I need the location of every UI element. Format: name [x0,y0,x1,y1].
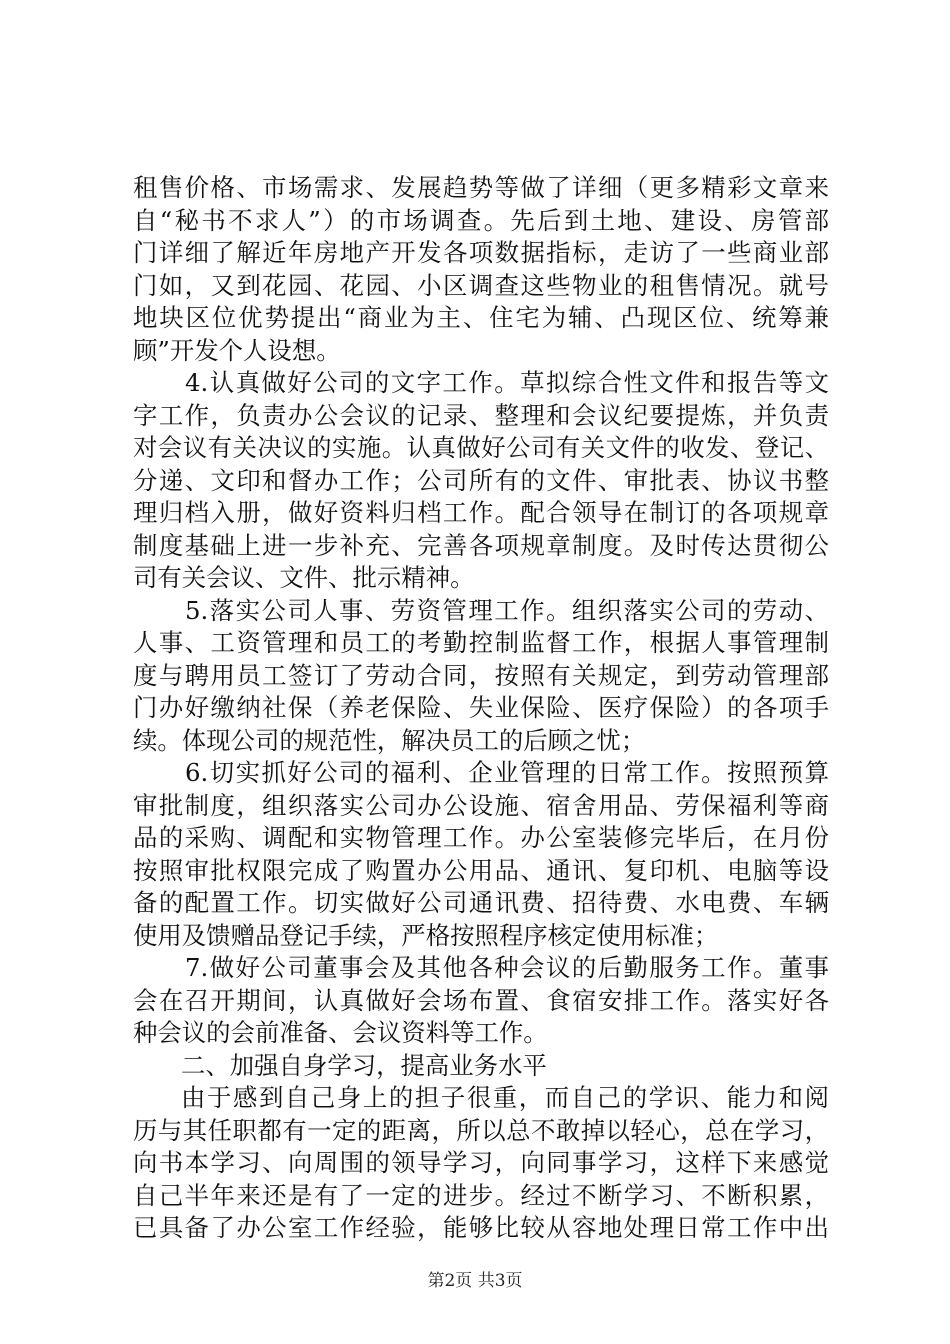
text-line: 地块区位优势提出“商业为主、住宅为辅、凸现区位、统筹兼 [133,303,829,332]
text-line: 备的配置工作。切实做好公司通讯费、招待费、水电费、车辆 [133,888,829,917]
text-line: 会在召开期间，认真做好会场布置、食宿安排工作。落实好各 [133,985,829,1015]
text-line: 制度基础上进一步补充、完善各项规章制度。及时传达贯彻公 [133,530,829,560]
text-line: 自“秘书不求人”）的市场调查。先后到土地、建设、房管部 [133,205,829,235]
text-line: 使用及馈赠品登记手续，严格按照程序核定使用标准； [133,920,719,950]
text-line: 门办好缴纳社保（养老保险、失业保险、医疗保险）的各项手 [133,693,829,722]
text-line: 司有关会议、文件、批示精神。 [133,563,475,592]
text-line: 审批制度，组织落实公司办公设施、宿舍用品、劳保福利等商 [133,790,829,820]
text-line: 门如，又到花园、花园、小区调查这些物业的租售情况。就号 [133,270,829,300]
text-line: 租售价格、市场需求、发展趋势等做了详细（更多精彩文章来 [133,173,829,202]
section-heading: 二、加强自身学习，提高业务水平 [181,1050,547,1080]
text-line: 种会议的会前准备、会议资料等工作。 [133,1018,548,1047]
text-line: 品的采购、调配和实物管理工作。办公室装修完毕后，在月份 [133,823,829,852]
text-line: 人事、工资管理和员工的考勤控制监督工作，根据人事管理制 [133,628,829,657]
paragraph-6-heading-line: 6.切实抓好公司的福利、企业管理的日常工作。按照预算 [185,758,829,787]
paragraph-5-heading-line: 5.落实公司人事、劳资管理工作。组织落实公司的劳动、 [185,595,829,625]
paragraph-4-heading-line: 4.认真做好公司的文字工作。草拟综合性文件和报告等文 [185,368,829,397]
text-line: 分递、文印和督办工作；公司所有的文件、审批表、协议书整 [133,465,829,495]
text-line: 续。体现公司的规范性，解决员工的后顾之忧； [133,725,646,755]
text-line: 向书本学习、向周围的领导学习，向同事学习，这样下来感觉 [133,1148,829,1177]
text-line: 字工作，负责办公会议的记录、整理和会议纪要提炼，并负责 [133,400,829,430]
paragraph-7-heading-line: 7.做好公司董事会及其他各种会议的后勤服务工作。董事 [185,953,829,982]
paragraph-first-line: 由于感到自己身上的担子很重，而自己的学识、能力和阅 [181,1083,829,1112]
text-line: 理归档入册，做好资料归档工作。配合领导在制订的各项规章 [133,498,829,527]
page-number-footer: 第2页 共3页 [427,1271,523,1291]
text-line: 度与聘用员工签订了劳动合同，按照有关规定，到劳动管理部 [133,660,829,690]
text-line: 门详细了解近年房地产开发各项数据指标，走访了一些商业部 [133,238,829,267]
text-line: 已具备了办公室工作经验，能够比较从容地处理日常工作中出 [133,1213,829,1242]
document-body [133,172,829,1245]
text-line: 对会议有关决议的实施。认真做好公司有关文件的收发、登记、 [133,433,829,462]
text-line: 历与其任职都有一定的距离，所以总不敢掉以轻心，总在学习， [133,1115,829,1145]
text-line: 顾”开发个人设想。 [133,335,341,365]
text-line: 按照审批权限完成了购置办公用品、通讯、复印机、电脑等设 [133,855,829,885]
text-line: 自己半年来还是有了一定的进步。经过不断学习、不断积累， [133,1180,829,1210]
